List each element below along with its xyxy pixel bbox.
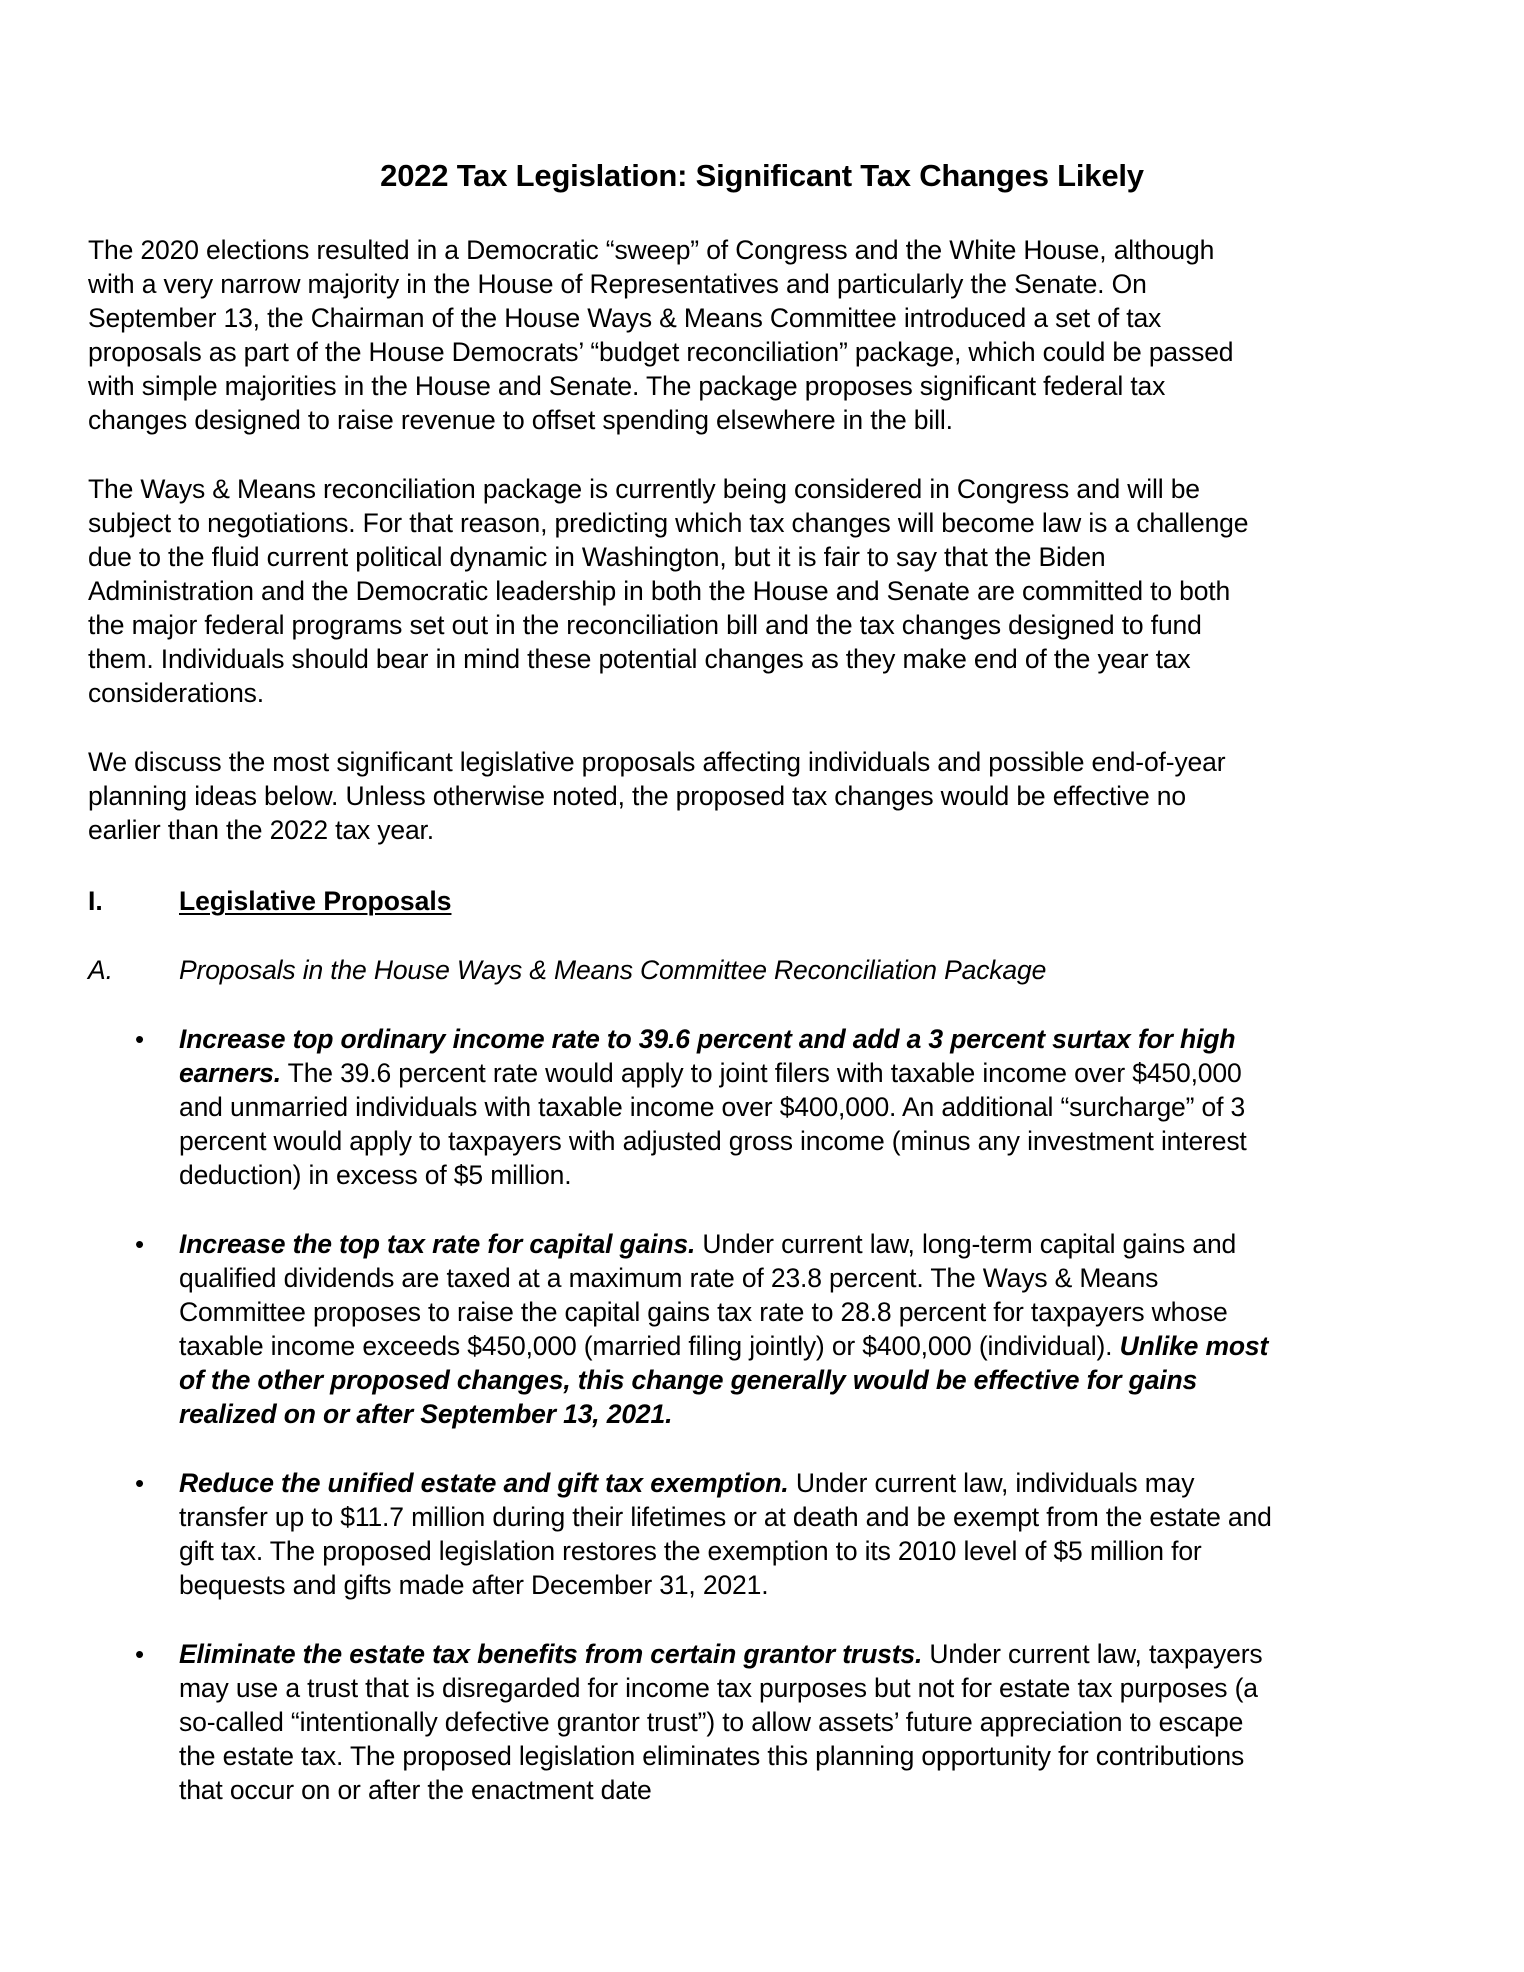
bullet-text: may use a trust that is disregarded for income tax purposes but not for estate tax purposes (a [179, 1673, 1258, 1703]
bullet-text: transfer up to $11.7 million during their lifetimes or at death and be exempt from the estate and [179, 1502, 1272, 1532]
subsection-heading: Proposals in the House Ways & Means Committee Reconciliation Package [179, 955, 1047, 985]
bullet-text: and unmarried individuals with taxable income over $400,000. An additional “surcharge” of 3 [179, 1092, 1246, 1122]
bullet-line [179, 1363, 1459, 1397]
paragraph-line: proposals as part of the House Democrats’ “budget reconciliation” package, which could be passed [88, 337, 1234, 367]
context-paragraph [88, 472, 1448, 710]
bullet-line [179, 1397, 1459, 1431]
document-title: 2022 Tax Legislation: Significant Tax Changes Likely [380, 158, 1144, 193]
bullet-line [179, 1500, 1459, 1534]
paragraph-line: The 2020 elections resulted in a Democratic “sweep” of Congress and the White House, although [88, 235, 1215, 265]
bullet-line [179, 1124, 1459, 1158]
section-number: I. [88, 886, 103, 916]
bullet-body [179, 1637, 1459, 1807]
paragraph-line: them. Individuals should bear in mind these potential changes as they make end of the year tax [88, 644, 1191, 674]
paragraph-line: September 13, the Chairman of the House Ways & Means Committee introduced a set of tax [88, 303, 1162, 333]
paragraph-line: considerations. [88, 678, 264, 708]
bullet-text: bequests and gifts made after December 31, 2021. [179, 1570, 769, 1600]
bullet-line [179, 1295, 1459, 1329]
overview-paragraph [88, 745, 1448, 847]
bullet-text: the estate tax. The proposed legislation eliminates this planning opportunity for contributions [179, 1741, 1245, 1771]
paragraph-line: planning ideas below. Unless otherwise noted, the proposed tax changes would be effective no [88, 781, 1186, 811]
bullet-text: taxable income exceeds $450,000 (married filing jointly) or $400,000 (individual). [179, 1331, 1120, 1361]
bullet-line [179, 1022, 1459, 1056]
section-heading: Legislative Proposals [179, 886, 452, 916]
bullet-line [179, 1090, 1459, 1124]
paragraph-line: subject to negotiations. For that reason, predicting which tax changes will become law is a challenge [88, 508, 1249, 538]
bullet-line [179, 1534, 1459, 1568]
paragraph-line: due to the fluid current political dynamic in Washington, but it is fair to say that the Biden [88, 542, 1106, 572]
bullet-emphasis-text: Increase the top tax rate for capital gains. [179, 1229, 696, 1259]
bullet-line [179, 1466, 1459, 1500]
bullet-text: Under current law, taxpayers [922, 1639, 1263, 1669]
bullet-icon: • [135, 1468, 145, 1498]
bullet-line [179, 1056, 1459, 1090]
bullet-body [179, 1022, 1459, 1192]
bullet-line [179, 1329, 1459, 1363]
bullet-line [179, 1637, 1459, 1671]
bullet-line [179, 1705, 1459, 1739]
paragraph-line: changes designed to raise revenue to offset spending elsewhere in the bill. [88, 405, 953, 435]
bullet-emphasis-text: Eliminate the estate tax benefits from certain grantor trusts. [179, 1639, 923, 1669]
bullet-text: Under current law, individuals may [788, 1468, 1195, 1498]
bullet-emphasis-text: Increase top ordinary income rate to 39.6 percent and add a 3 percent surtax for high [179, 1024, 1236, 1054]
bullet-line [179, 1671, 1459, 1705]
intro-paragraph [88, 233, 1448, 437]
bullet-emphasis-text: of the other proposed changes, this change generally would be effective for gains [179, 1365, 1198, 1395]
bullet-icon: • [135, 1024, 145, 1054]
bullet-text: Under current law, long-term capital gains and [695, 1229, 1237, 1259]
paragraph-line: earlier than the 2022 tax year. [88, 815, 434, 845]
paragraph-line: The Ways & Means reconciliation package is currently being considered in Congress and will be [88, 474, 1200, 504]
bullet-emphasis-text: earners. [179, 1058, 281, 1088]
bullet-emphasis-text: Reduce the unified estate and gift tax exemption. [179, 1468, 789, 1498]
bullet-text: so-called “intentionally defective grantor trust”) to allow assets’ future appreciation to escape [179, 1707, 1244, 1737]
bullet-text: gift tax. The proposed legislation restores the exemption to its 2010 level of $5 million for [179, 1536, 1202, 1566]
bullet-text: The 39.6 percent rate would apply to joint filers with taxable income over $450,000 [280, 1058, 1242, 1088]
bullet-emphasis-text: realized on or after September 13, 2021. [179, 1399, 673, 1429]
paragraph-line: We discuss the most significant legislative proposals affecting individuals and possible end-of-year [88, 747, 1226, 777]
bullet-body [179, 1466, 1459, 1602]
bullet-text: deduction) in excess of $5 million. [179, 1160, 572, 1190]
paragraph-line: the major federal programs set out in the reconciliation bill and the tax changes designed to fund [88, 610, 1202, 640]
bullet-text: qualified dividends are taxed at a maximum rate of 23.8 percent. The Ways & Means [179, 1263, 1159, 1293]
bullet-icon: • [135, 1229, 145, 1259]
bullet-line [179, 1261, 1459, 1295]
bullet-line [179, 1568, 1459, 1602]
bullet-line [179, 1227, 1459, 1261]
bullet-text: percent would apply to taxpayers with adjusted gross income (minus any investment interest [179, 1126, 1247, 1156]
bullet-body [179, 1227, 1459, 1431]
bullet-line [179, 1773, 1459, 1807]
bullet-emphasis-text: Unlike most [1119, 1331, 1269, 1361]
bullet-text: that occur on or after the enactment date [179, 1775, 652, 1805]
paragraph-line: with simple majorities in the House and Senate. The package proposes significant federal tax [88, 371, 1166, 401]
paragraph-line: with a very narrow majority in the House of Representatives and particularly the Senate. On [88, 269, 1147, 299]
paragraph-line: Administration and the Democratic leadership in both the House and Senate are committed to both [88, 576, 1231, 606]
bullet-line [179, 1158, 1459, 1192]
bullet-text: Committee proposes to raise the capital gains tax rate to 28.8 percent for taxpayers whose [179, 1297, 1228, 1327]
bullet-icon: • [135, 1639, 145, 1669]
subsection-letter: A. [88, 955, 114, 985]
bullet-line [179, 1739, 1459, 1773]
